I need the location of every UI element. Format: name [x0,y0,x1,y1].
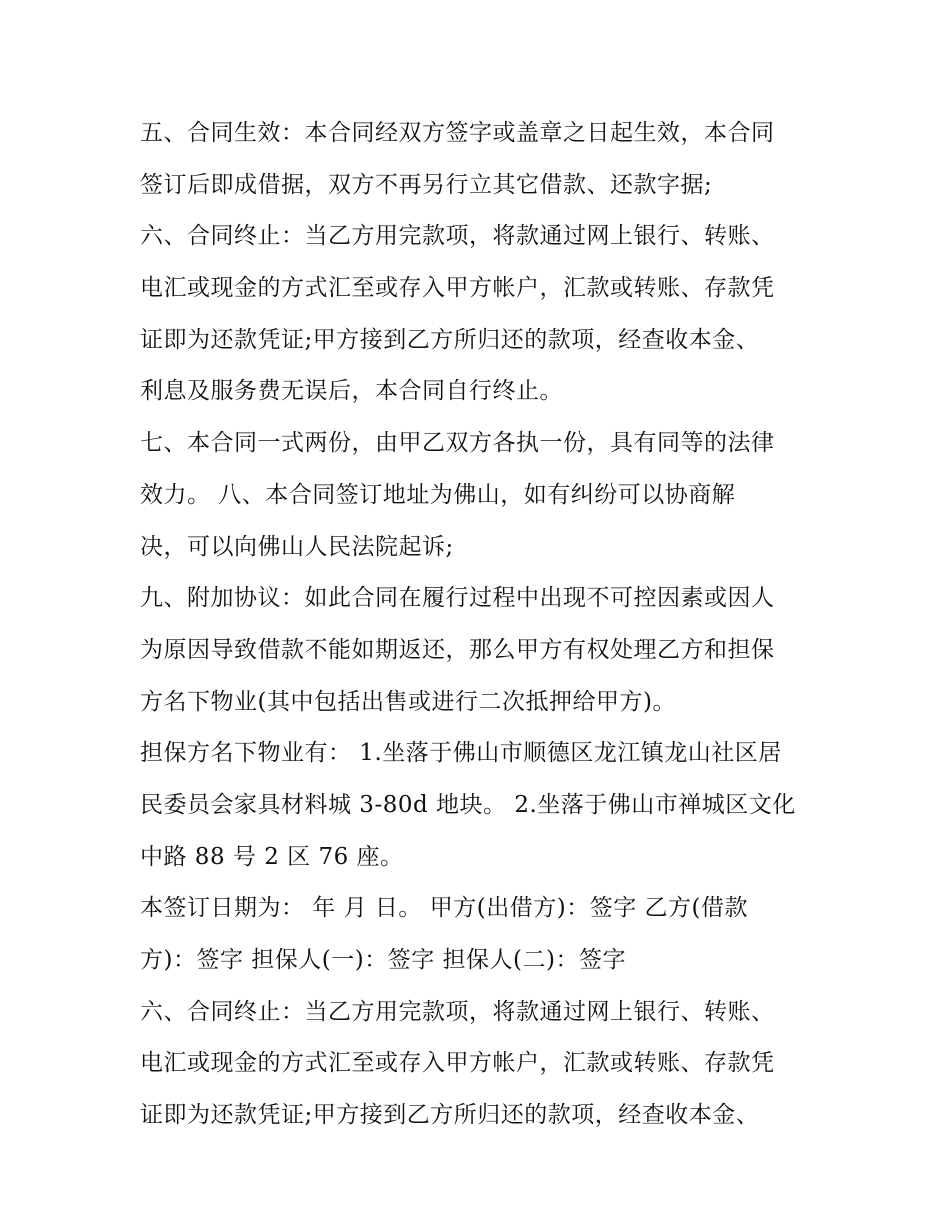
text-line: 六、合同终止：当乙方用完款项，将款通过网上银行、转账、 [140,998,775,1025]
text-line: 民委员会家具材料城 3-80d 地块。 2.坐落于佛山市禅城区文化 [140,791,796,818]
text-line: 方)：签字 担保人(一)：签字 担保人(二)：签字 [140,947,626,973]
text-line: 电汇或现金的方式汇至或存入甲方帐户，汇款或转账、存款凭 [140,275,775,302]
text-line: 证即为还款凭证;甲方接到乙方所归还的款项，经查收本金、 [140,1102,760,1129]
text-line: 证即为还款凭证;甲方接到乙方所归还的款项，经查收本金、 [140,326,760,353]
text-line: 效力。 八、本合同签订地址为佛山，如有纠纷可以协商解 [140,481,736,508]
text-line: 方名下物业(其中包括出售或进行二次抵押给甲方)。 [140,688,676,715]
text-line: 担保方名下物业有： 1.坐落于佛山市顺德区龙江镇龙山社区居 [140,740,782,767]
text-line: 签订后即成借据，双方不再另行立其它借款、还款字据; [140,171,713,198]
text-line: 中路 88 号 2 区 76 座。 [140,843,404,870]
text-line: 决，可以向佛山人民法院起诉; [140,533,454,560]
text-line: 九、附加协议：如此合同在履行过程中出现不可控因素或因人 [140,585,775,612]
text-line: 五、合同生效：本合同经双方签字或盖章之日起生效，本合同 [140,120,775,146]
document-body [140,108,830,1142]
text-line: 为原因导致借款不能如期返还，那么甲方有权处理乙方和担保 [140,636,775,663]
text-line: 本签订日期为： 年 月 日。 甲方(出借方)：签字 乙方(借款 [140,895,748,922]
text-line: 电汇或现金的方式汇至或存入甲方帐户，汇款或转账、存款凭 [140,1050,775,1077]
text-line: 利息及服务费无误后，本合同自行终止。 [140,378,563,405]
text-line: 七、本合同一式两份，由甲乙双方各执一份，具有同等的法律 [140,430,775,457]
text-line: 六、合同终止：当乙方用完款项，将款通过网上银行、转账、 [140,223,775,250]
